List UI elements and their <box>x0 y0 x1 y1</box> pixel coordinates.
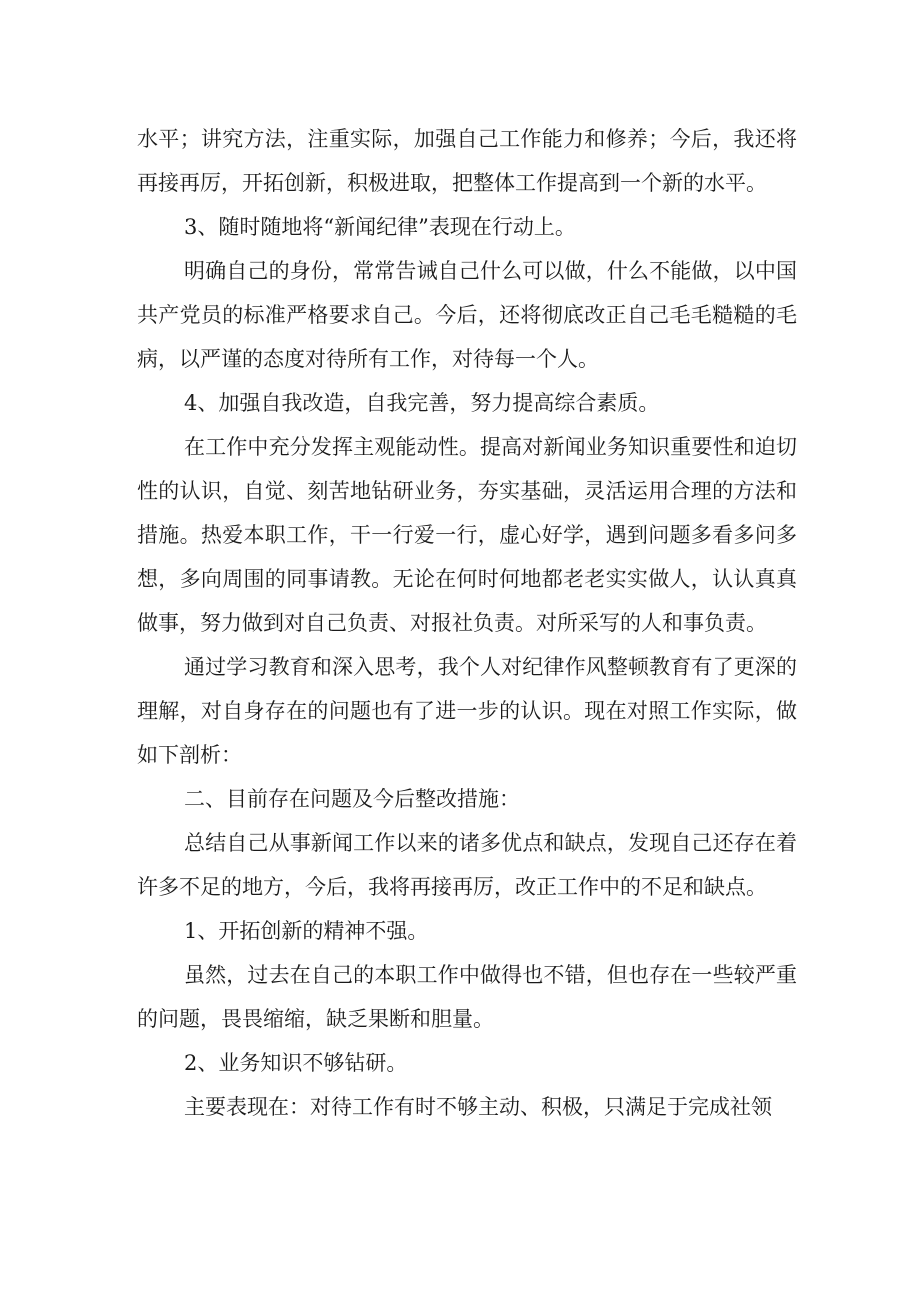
paragraph: 虽然，过去在自己的本职工作中做得也不错，但也存在一些较严重的问题，畏畏缩缩，缺乏果断和胆量。 <box>137 963 797 1031</box>
paragraph: 总结自己从事新闻工作以来的诸多优点和缺点，发现自己还存在着许多不足的地方，今后，我将再接再厉，改正工作中的不足和缺点。 <box>137 831 797 899</box>
section-heading-1: 1、开拓创新的精神不强。 <box>184 919 429 943</box>
section-heading-3: 3、随时随地将“新闻纪律”表现在行动上。 <box>184 215 576 239</box>
paragraph: 明确自己的身份，常常告诫自己什么可以做，什么不能做，以中国共产党员的标准严格要求自己。今后，还将彻底改正自己毛毛糙糙的毛病，以严谨的态度对待所有工作，对待每一个人。 <box>137 259 797 371</box>
section-heading-2: 2、业务知识不够钻研。 <box>184 1051 408 1075</box>
chapter-heading-2: 二、目前存在问题及今后整改措施： <box>184 787 520 811</box>
paragraph: 在工作中充分发挥主观能动性。提高对新闻业务知识重要性和迫切性的认识，自觉、刻苦地钻研业务，夯实基础，灵活运用合理的方法和措施。热爱本职工作，干一行爱一行，虚心好学，遇到问题多看多问多想，多向周围的同事请教。无论在何时何地都老老实实做人，认认真真做事，努力做到对自己负责、对报社负责。对所采写的人和事负责。 <box>137 435 797 635</box>
paragraph: 主要表现在：对待工作有时不够主动、积极，只满足于完成社领 <box>184 1095 772 1119</box>
paragraph: 通过学习教育和深入思考，我个人对纪律作风整顿教育有了更深的理解，对自身存在的问题也有了进一步的认识。现在对照工作实际，做如下剖析： <box>137 655 797 767</box>
document-body <box>137 117 797 1129</box>
paragraph-continuation: 水平；讲究方法，注重实际，加强自己工作能力和修养；今后，我还将再接再厉，开拓创新，积极进取，把整体工作提高到一个新的水平。 <box>137 127 797 195</box>
section-heading-4: 4、加强自我改造，自我完善，努力提高综合素质。 <box>184 391 660 415</box>
